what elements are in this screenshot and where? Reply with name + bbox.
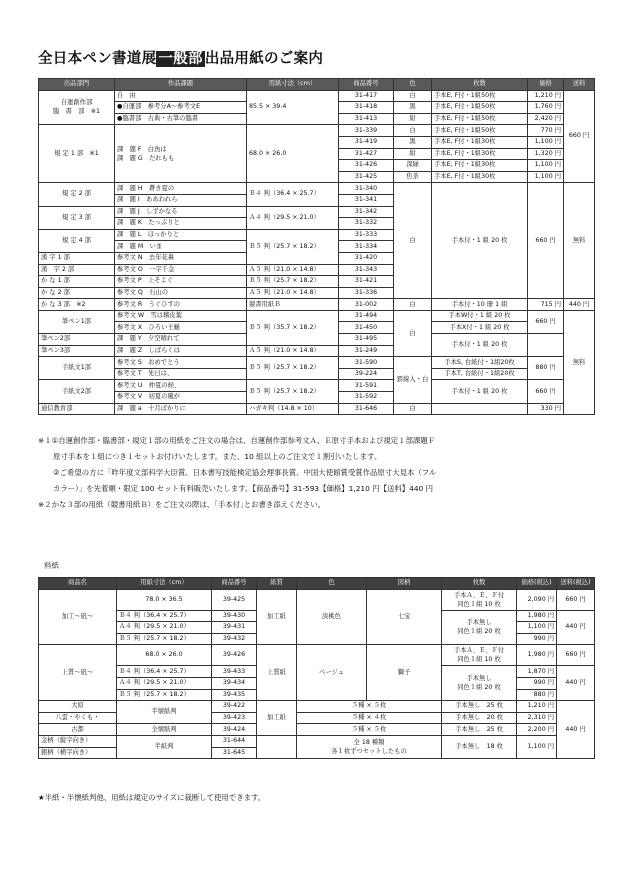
section-title: 料紙 bbox=[44, 561, 59, 570]
table-cell: 手本X付・1 組 20 枚 bbox=[432, 322, 528, 334]
column-header: 送料 bbox=[564, 79, 595, 91]
table-cell: 参考文 R うぐひすの bbox=[115, 299, 247, 311]
table-cell: 筆ペン2部 bbox=[39, 334, 115, 346]
table-cell: 660 円 bbox=[528, 183, 564, 299]
table-cell: 手本E, F付・1組50枚 bbox=[432, 90, 528, 102]
column-header: 枚数 bbox=[432, 79, 528, 91]
table-cell: 白 bbox=[394, 299, 432, 311]
table-cell: 手本Ａ、Ｅ、Ｆ付 同色１組 10 枚 bbox=[442, 645, 517, 666]
table-cell: 手本無し 25 枚 bbox=[442, 701, 517, 713]
table-cell: 手本E, F付・1組50枚 bbox=[432, 102, 528, 114]
table-cell bbox=[528, 334, 564, 357]
table-cell: 31-590 bbox=[339, 357, 394, 369]
table-cell: ５種 × ５枚 bbox=[297, 701, 442, 713]
table-cell: Ｂ５ 判（25.7 × 18.2） bbox=[117, 633, 212, 645]
table-cell: 加工紙 bbox=[257, 701, 297, 736]
table-cell: 手本付・10 冊 1 組 bbox=[432, 299, 528, 311]
table-cell: Ｂ５ 判（25.7 × 18.2） bbox=[247, 380, 339, 403]
entry-paper-table bbox=[38, 78, 595, 415]
table-cell bbox=[432, 403, 528, 415]
table-row bbox=[39, 299, 595, 311]
table-cell: 440 円 bbox=[564, 299, 595, 311]
table-cell: 参考文 P 上そよぐ bbox=[115, 276, 247, 288]
table-cell: ５種 × ４枚 bbox=[297, 712, 442, 724]
table-cell: 39-434 bbox=[212, 677, 257, 689]
table-cell: Ｂ５ 判（25.7 × 18.2） bbox=[117, 689, 212, 701]
table-cell: か な 1 部 bbox=[39, 276, 115, 288]
table-cell: 参考文 Q 石山の bbox=[115, 287, 247, 299]
table-row bbox=[39, 589, 595, 610]
table-cell: 31-336 bbox=[339, 287, 394, 299]
table-cell: Ａ５ 判（21.0 × 14.8） bbox=[247, 264, 339, 276]
table-cell: Ｂ４ 判（36.4 × 25.7） bbox=[117, 610, 212, 622]
column-header: 価格(税込) bbox=[517, 578, 557, 590]
table-cell: 68.0 × 26.0 bbox=[117, 645, 212, 666]
table-cell: 加工紙 bbox=[257, 589, 297, 645]
notes: ※１①自運創作部・臨書部・規定１部の用紙をご注文の場合は、自運創作部参考文Ａ、Ｅ原寸手本および規定１部課題Ｆ 原寸手本を１組につき１セットお付けいたします。また、10 組以上のご注文で１割引いたします。 ②ご希望の方に「昨年度文部科学大臣賞、日本書写技能検定協会理事長賞、中国大使館賞受賞作品原寸大見本（フル カラー）」を先着順・限定 100 セット有料販売いたします。【商品番号】31-593【価格】1,210 円【送料】440 円 ※２かな３部の用紙（競書用紙Ｂ）をご注文の際は、｢手本付｣とお書き添えください。 bbox=[38, 436, 437, 509]
table-cell: 39-432 bbox=[212, 633, 257, 645]
table-cell: 31-425 bbox=[339, 171, 394, 183]
table-cell: 660 円 bbox=[557, 589, 595, 610]
table-cell: 獅子 bbox=[367, 645, 442, 701]
table-cell: 紺 bbox=[394, 148, 432, 160]
table-cell: 手本無し 18 枚 bbox=[442, 735, 517, 758]
table-cell: 31-494 bbox=[339, 310, 394, 322]
table-cell: 手本Ａ、Ｅ、Ｆ付 同色１組 10 枚 bbox=[442, 589, 517, 610]
table-cell: 課 題 M いま bbox=[115, 241, 247, 253]
table-cell: 手本無し 同色１組 20 枚 bbox=[442, 666, 517, 701]
table-cell: 参考文 W 雪は稽皮葉 bbox=[115, 310, 247, 322]
table-cell: 31-417 bbox=[339, 90, 394, 102]
table-cell: 31-646 bbox=[339, 403, 394, 415]
table-cell: 990 円 bbox=[517, 633, 557, 645]
table-cell: 課 題 L ほっかりと bbox=[115, 229, 247, 241]
table-cell: Ａ５ 判（21.0 × 14.8） bbox=[247, 345, 339, 357]
column-header: 枚数 bbox=[442, 578, 517, 590]
table-row bbox=[39, 724, 595, 736]
table-cell: 筆ペン3部 bbox=[39, 345, 115, 357]
table-cell: 手本無し 25 枚 bbox=[442, 724, 517, 736]
table-cell: 大原 bbox=[39, 701, 117, 713]
table-cell: 1,100 円 bbox=[517, 622, 557, 634]
table-cell: 660 円 bbox=[557, 645, 595, 666]
table-cell: 31-002 bbox=[339, 299, 394, 311]
ryoshi-table bbox=[38, 577, 595, 759]
table-cell: 39-423 bbox=[212, 712, 257, 724]
table-cell bbox=[257, 735, 297, 758]
table-cell: 上質～凪～ bbox=[39, 645, 117, 701]
table-row bbox=[39, 735, 595, 747]
table-row bbox=[39, 357, 595, 369]
table-cell: 31-343 bbox=[339, 264, 394, 276]
table-cell: 焦茶 bbox=[394, 171, 432, 183]
table-cell: 課 題 a 十月ばかりに bbox=[115, 403, 247, 415]
column-header: 商品番号 bbox=[212, 578, 257, 590]
table-cell: 参考文 N 去年花裏 bbox=[115, 252, 247, 264]
column-header: 送料(税込) bbox=[557, 578, 595, 590]
table-cell: 通信教育部 bbox=[39, 403, 115, 415]
table-cell: 手本無し 20 枚 bbox=[442, 712, 517, 724]
table-cell: ●自運部 参考分A～参考文E bbox=[115, 102, 247, 114]
column-header: 紙質 bbox=[257, 578, 297, 590]
table-cell: 黒 bbox=[394, 102, 432, 114]
table-cell: 無料 bbox=[564, 310, 595, 414]
table-cell: 手紙文2部 bbox=[39, 380, 115, 403]
column-header: 色 bbox=[297, 578, 367, 590]
table-cell: 31-332 bbox=[339, 218, 394, 230]
table-cell: 2,200 円 bbox=[517, 724, 557, 736]
table-cell: 39-424 bbox=[212, 724, 257, 736]
table-cell: 31-495 bbox=[339, 334, 394, 346]
table-cell: 715 円 bbox=[528, 299, 564, 311]
table-cell: 規 定 4 部 bbox=[39, 229, 115, 252]
table-cell: 参考文 X ひろい王蜒 bbox=[115, 322, 247, 334]
table-cell: 手本付・1 組 20 枚 bbox=[432, 380, 528, 403]
table-cell: 加工～凪～ bbox=[39, 589, 117, 645]
table-cell: 660 円 bbox=[528, 380, 564, 403]
table-row bbox=[39, 310, 595, 322]
table-cell: 1,100 円 bbox=[528, 136, 564, 148]
table-cell: 白 bbox=[394, 125, 432, 137]
table-cell: 2,310 円 bbox=[517, 712, 557, 724]
footnote: ★半紙・半懐紙判他、用紙は規定のサイズに裁断して使用できます。 bbox=[38, 793, 266, 802]
table-cell: 39-426 bbox=[212, 645, 257, 666]
table-cell: 半懐紙判 bbox=[117, 701, 212, 724]
table-cell: 自 由 bbox=[115, 90, 247, 102]
table-cell: 1,210 円 bbox=[528, 90, 564, 102]
table-cell: Ｂ５ 判（25.7 × 18.2） bbox=[247, 276, 339, 288]
table-cell: 無料 bbox=[564, 183, 595, 299]
column-header: 商品名 bbox=[39, 578, 117, 590]
table-cell: 31-592 bbox=[339, 392, 394, 404]
table-cell: 68.0 × 26.0 bbox=[247, 125, 339, 183]
table-cell: 金柄（縦字向き） bbox=[39, 735, 117, 747]
table-cell: 31-334 bbox=[339, 241, 394, 253]
table-cell: 31-413 bbox=[339, 113, 394, 125]
table-cell: 31-341 bbox=[339, 194, 394, 206]
column-header: 用紙寸法（cm） bbox=[247, 79, 339, 91]
table-cell: 手紙文1部 bbox=[39, 357, 115, 380]
table-cell: 39-422 bbox=[212, 701, 257, 713]
table-cell: 白 bbox=[394, 310, 432, 356]
table-cell: 手本T, 台紙付・1組20枚 bbox=[432, 368, 528, 380]
table-row bbox=[39, 701, 595, 713]
table-cell: 31-418 bbox=[339, 102, 394, 114]
table-header bbox=[39, 79, 595, 91]
table-cell: 規 定 2 部 bbox=[39, 183, 115, 206]
table-cell: 淡桃色 bbox=[297, 589, 367, 645]
table-cell: 規 定 3 部 bbox=[39, 206, 115, 229]
table-cell: 31-426 bbox=[339, 160, 394, 172]
table-cell: 2,420 円 bbox=[528, 113, 564, 125]
table-cell: Ｂ５ 判（25.7 × 18.2） bbox=[247, 229, 339, 264]
page-title: 全日本ペン書道展 一般部 出品用紙のご案内 bbox=[38, 51, 324, 67]
table-cell: 440 円 bbox=[557, 701, 595, 759]
table-cell: 手本E, F付・1組30枚 bbox=[432, 148, 528, 160]
table-cell: 深緑 bbox=[394, 160, 432, 172]
table-cell: 880 円 bbox=[517, 689, 557, 701]
table-cell: 330 円 bbox=[528, 403, 564, 415]
column-header: 商品番号 bbox=[339, 79, 394, 91]
table-cell: 黒 bbox=[394, 136, 432, 148]
table-cell: 八雲・やくも・ bbox=[39, 712, 117, 724]
table-cell: 手本E, F付・1組50枚 bbox=[432, 125, 528, 137]
table-cell: 全 18 種類 各１枚ずつセットしたもの bbox=[297, 735, 442, 758]
table-cell: 罫線入・白 bbox=[394, 357, 432, 403]
table-cell: ●臨書部 古典・古筆の臨書 bbox=[115, 113, 247, 125]
table-cell: 1,980 円 bbox=[517, 610, 557, 622]
table-cell: 31-340 bbox=[339, 183, 394, 195]
table-cell: 手本E, F付・1組30枚 bbox=[432, 160, 528, 172]
table-cell: 1,980 円 bbox=[517, 645, 557, 666]
table-cell: 手本S, 台紙付・1組20枚 bbox=[432, 357, 528, 369]
table-cell: 規 定 1 部 ※1 bbox=[39, 125, 115, 183]
table-header bbox=[39, 578, 595, 590]
table-cell: 課 題 H 蒼き夏の bbox=[115, 183, 247, 195]
table-cell: 31-450 bbox=[339, 322, 394, 334]
table-cell: 半紙判 bbox=[117, 735, 212, 758]
table-cell: 全懐紙判 bbox=[117, 724, 212, 736]
table-row bbox=[39, 645, 595, 666]
table-cell: 課 題 J しずかなる bbox=[115, 206, 247, 218]
table-cell: 31-249 bbox=[339, 345, 394, 357]
table-cell: 参考文 T 先日は、 bbox=[115, 368, 247, 380]
table-cell: 1,760 円 bbox=[528, 102, 564, 114]
table-cell: 1,320 円 bbox=[528, 148, 564, 160]
table-cell: 39-224 bbox=[339, 368, 394, 380]
table-cell: 漢 字 2 部 bbox=[39, 264, 115, 276]
table-cell: 31-645 bbox=[212, 747, 257, 759]
table-cell: 参考文 U 仲夏の候、 bbox=[115, 380, 247, 392]
table-cell: 440 円 bbox=[557, 610, 595, 645]
table-cell: 手本E, F付・1組30枚 bbox=[432, 171, 528, 183]
table-cell: 31-427 bbox=[339, 148, 394, 160]
table-cell: 筆ペン1部 bbox=[39, 310, 115, 333]
table-cell: 31-420 bbox=[339, 252, 394, 264]
table-cell: 39-425 bbox=[212, 589, 257, 610]
table-row bbox=[39, 90, 595, 102]
column-header: 出品部門 bbox=[39, 79, 115, 91]
table-cell: 参考文 O 一字千金 bbox=[115, 264, 247, 276]
column-header: 価格 bbox=[528, 79, 564, 91]
table-cell: 漢 字 1 部 bbox=[39, 252, 115, 264]
table-cell: 手本無し 同色１組 20 枚 bbox=[442, 610, 517, 645]
column-header: 図柄 bbox=[367, 578, 442, 590]
table-cell: 白 bbox=[394, 183, 432, 299]
table-cell: 手本E, F付・1組50枚 bbox=[432, 113, 528, 125]
table-row bbox=[39, 125, 595, 137]
table-cell: 31-333 bbox=[339, 229, 394, 241]
table-cell: ベージュ bbox=[297, 645, 367, 701]
table-cell: 39-433 bbox=[212, 666, 257, 678]
table-cell: 660 円 bbox=[528, 310, 564, 333]
table-cell: 31-342 bbox=[339, 206, 394, 218]
table-cell: 参考文 S おめでとう bbox=[115, 357, 247, 369]
table-cell: 1,100 円 bbox=[528, 160, 564, 172]
table-cell: Ｂ４ 判（36.4 × 25.7） bbox=[117, 666, 212, 678]
table-cell: 660 円 bbox=[564, 90, 595, 183]
table-cell: 39-435 bbox=[212, 689, 257, 701]
table-cell: 1,870 円 bbox=[517, 666, 557, 678]
table-cell: 770 円 bbox=[528, 125, 564, 137]
table-cell: 七宝 bbox=[367, 589, 442, 645]
table-cell: 990 円 bbox=[517, 677, 557, 689]
table-cell: 課 題 I ああわれら bbox=[115, 194, 247, 206]
table-cell: 自運創作部 臨 書 部 ※1 bbox=[39, 90, 115, 125]
table-cell: 白 bbox=[394, 90, 432, 102]
table-cell: 手本W付・1 組 20 枚 bbox=[432, 310, 528, 322]
table-row bbox=[39, 403, 595, 415]
table-cell: 85.5 × 39.4 bbox=[247, 90, 339, 125]
table-cell: 手本付・1 組 20 枚 bbox=[432, 183, 528, 299]
table-cell: 課 題 Y 夕空晴れて bbox=[115, 334, 247, 346]
table-cell: Ｂ４ 判（36.4 × 25.7） bbox=[247, 183, 339, 206]
table-cell: 440 円 bbox=[557, 666, 595, 701]
table-cell: か な 3 部 ※2 bbox=[39, 299, 115, 311]
table-cell: 78.0 × 36.5 bbox=[117, 589, 212, 610]
table-cell: 手本E, F付・1組30枚 bbox=[432, 136, 528, 148]
table-cell: 古都 bbox=[39, 724, 117, 736]
table-cell: Ａ４ 判（29.5 × 21.0） bbox=[117, 622, 212, 634]
table-cell: 手本付・1 組 20 枚 bbox=[432, 334, 528, 357]
table-cell: 31-339 bbox=[339, 125, 394, 137]
table-cell: 31-591 bbox=[339, 380, 394, 392]
table-cell: 銀柄（横字向き） bbox=[39, 747, 117, 759]
table-cell: Ａ４ 判（29.5 × 21.0） bbox=[247, 206, 339, 229]
table-cell: 31-419 bbox=[339, 136, 394, 148]
column-header: 用紙寸法（cm） bbox=[117, 578, 212, 590]
table-cell: 課 題 F 白魚は 課 題 G だれもも bbox=[115, 125, 247, 183]
table-cell: 1,100 円 bbox=[517, 735, 557, 758]
table-cell: 上質紙 bbox=[257, 645, 297, 701]
table-cell: ハガキ判（14.8 × 10） bbox=[247, 403, 339, 415]
table-cell: ５種 × ５枚 bbox=[297, 724, 442, 736]
table-cell: 競書用紙Ｂ bbox=[247, 299, 339, 311]
table-cell: Ｂ５ 判（25.7 × 18.2） bbox=[247, 357, 339, 380]
table-cell: か な 2 部 bbox=[39, 287, 115, 299]
table-cell: 2,090 円 bbox=[517, 589, 557, 610]
table-cell: 課 題 Z しばらくは bbox=[115, 345, 247, 357]
table-cell: Ａ４ 判（29.5 × 21.0） bbox=[117, 677, 212, 689]
table-cell: 31-644 bbox=[212, 735, 257, 747]
table-cell: Ａ５ 判（21.0 × 14.8） bbox=[247, 287, 339, 299]
table-row bbox=[39, 380, 595, 392]
table-cell: 1,100 円 bbox=[528, 171, 564, 183]
table-cell: 参考文 V 初夏の風が bbox=[115, 392, 247, 404]
table-cell: 39-431 bbox=[212, 622, 257, 634]
column-header: 作品課題 bbox=[115, 79, 247, 91]
table-cell: 白 bbox=[394, 403, 432, 415]
table-row bbox=[39, 183, 595, 195]
column-header: 色 bbox=[394, 79, 432, 91]
table-cell: Ｂ５ 判（35.7 × 18.2） bbox=[247, 310, 339, 345]
table-cell: 紺 bbox=[394, 113, 432, 125]
table-cell: 1,210 円 bbox=[517, 701, 557, 713]
table-cell: 880 円 bbox=[528, 357, 564, 380]
table-cell: 課 題 K たっぷりと bbox=[115, 218, 247, 230]
table-cell: 31-421 bbox=[339, 276, 394, 288]
table-cell: 39-430 bbox=[212, 610, 257, 622]
